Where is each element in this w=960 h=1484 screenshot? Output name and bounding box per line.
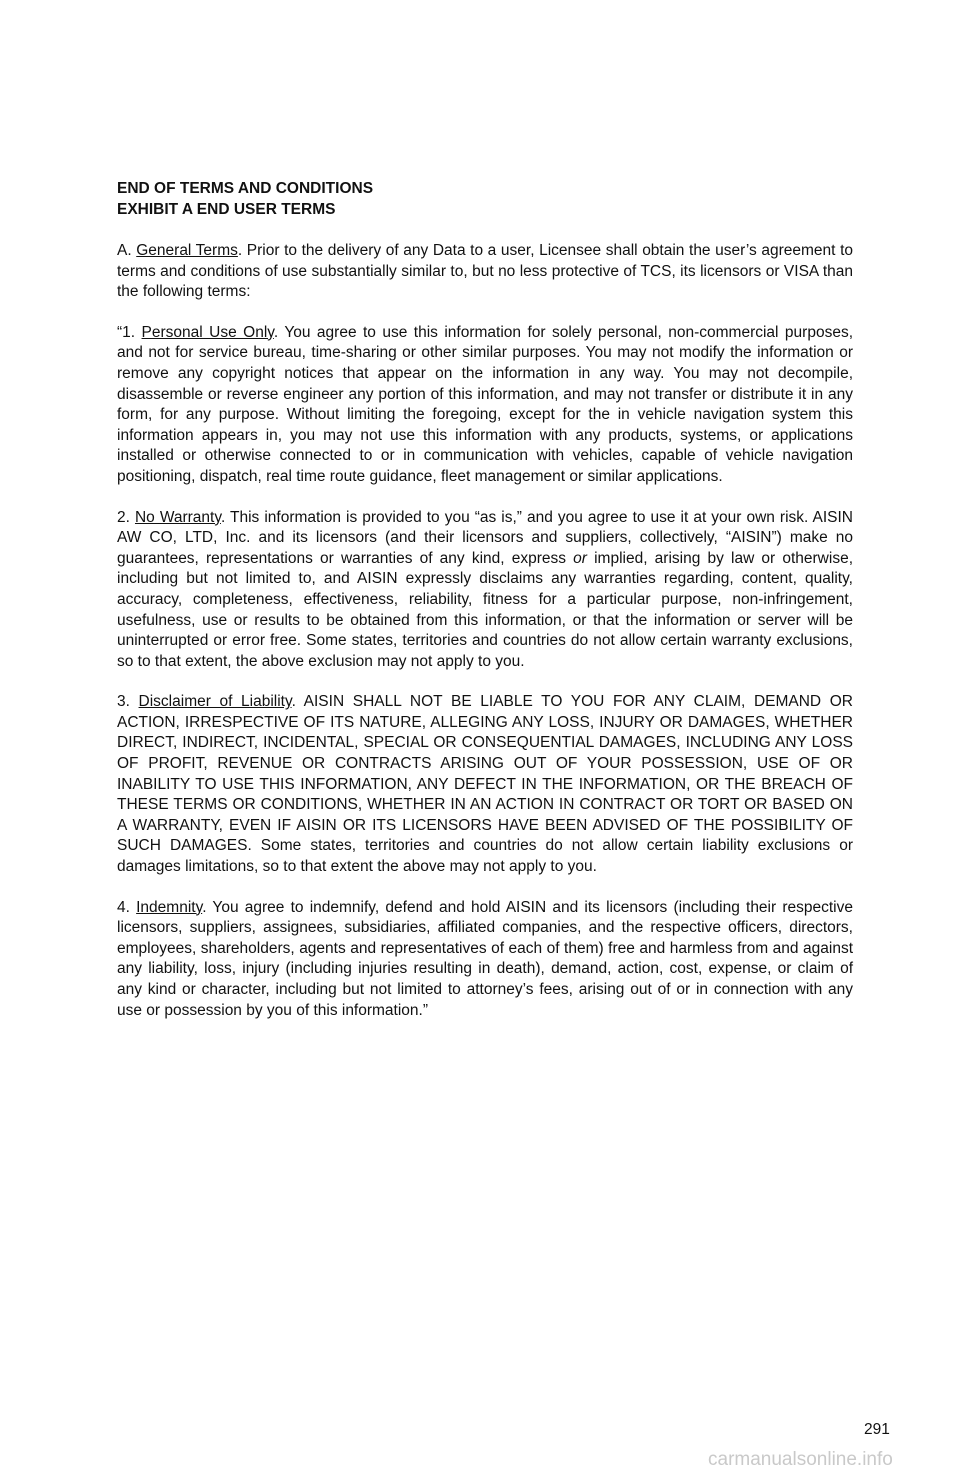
paragraph-disclaimer-of-liability [117, 692, 853, 877]
section-title-personal-use-only: Personal Use Only [141, 323, 274, 341]
paragraph-personal-use-only [117, 323, 853, 488]
section-title-indemnity: Indemnity [136, 898, 203, 916]
watermark: carmanualsonline.info [708, 1449, 893, 1470]
section-prefix: 2. [117, 508, 135, 526]
section-text: . Prior to the delivery of any Data to a user, Licensee shall obtain the user’s agreement to terms and conditions of use substantially similar to, but no less protective of TCS, its licensors or VISA than the following terms: [117, 242, 853, 301]
section-prefix: 3. [117, 693, 139, 711]
paragraph-general-terms [117, 241, 853, 303]
italic-or: or [573, 549, 587, 567]
document-body [117, 178, 853, 1021]
section-prefix: “1. [117, 323, 142, 341]
spacer [117, 220, 853, 241]
section-title-disclaimer-of-liability: Disclaimer of Liability [138, 693, 292, 711]
spacer [117, 303, 853, 323]
section-title-general-terms: General Terms [136, 242, 238, 259]
section-text: . You agree to use this information for solely personal, non-commercial purposes, and not for service bureau, time-sharing or other similar purposes. You may not modify the information or remove any copyright notices that appear on the information in any way. You may not decompile, disassemble or reverse engineer any portion of this information, and may not transfer or distribute it in any form, for any purpose. Without limiting the foregoing, except for the in vehicle navigation system this information appears in, you may not use this information with any products, systems, or applications installed or otherwise connected to or in communication with vehicles, capable of vehicle navigation positioning, dispatch, real time route guidance, fleet management or similar applications. [117, 323, 854, 485]
spacer [117, 878, 853, 898]
spacer [117, 488, 853, 508]
paragraph-no-warranty [117, 508, 853, 673]
heading-end-of-terms: END OF TERMS AND CONDITIONS [117, 180, 374, 197]
section-prefix: A. [117, 242, 137, 259]
page-number: 291 [864, 1421, 890, 1438]
section-text: . You agree to indemnify, defend and hold AISIN and its licensors (including their respective licensors, suppliers, assignees, subsidiaries, affiliated companies, and the respective officers, directors, employees, shareholders, agents and representatives of each of them) free and harmless from and against any liability, loss, injury (including injuries resulting in death), demand, action, cost, expense, or claim of any kind or character, including but not limited to attorney’s fees, arising out of or in connection with any use or possession by you of this information.” [117, 898, 853, 1019]
section-text: . AISIN SHALL NOT BE LIABLE TO YOU FOR ANY CLAIM, DEMAND OR ACTION, IRRESPECTIVE OF ITS NATURE, ALLEGING ANY LOSS, INJURY OR DAMAGES, WHETHER DIRECT, INDIRECT, INCIDENTAL, SPECIAL OR CONSEQUENTIAL DAMAGES, INCLUDING ANY LOSS OF PROFIT, REVENUE OR CONTRACTS ARISING OUT OF YOUR POSSESSION, USE OF OR INABILITY TO USE THIS INFORMATION, ANY DEFECT IN THE INFORMATION, OR THE BREACH OF THESE TERMS OR CONDITIONS, WHETHER IN AN ACTION IN CONTRACT OR TORT OR BASED ON A WARRANTY, EVEN IF AISIN OR ITS LICENSORS HAVE BEEN ADVISED OF THE POSSIBILITY OF SUCH DAMAGES. Some states, territories and countries do not allow certain liability exclusions or damages limitations, so to that extent the above may not apply to you. [117, 693, 853, 876]
section-prefix: 4. [117, 898, 137, 916]
spacer [117, 672, 853, 692]
heading-exhibit-a: EXHIBIT A END USER TERMS [117, 201, 336, 218]
paragraph-indemnity [117, 898, 853, 1022]
section-title-no-warranty: No Warranty [134, 508, 221, 526]
section-text: . This information is provided to you “as is,” and you agree to use it at your own risk. AISIN AW CO, LTD, Inc. and its licensors (and their licensors and suppliers, collectively, “AISIN”) make no guarantees, representations or warranties of any kind, express [117, 508, 854, 567]
section-text: implied, arising by law or otherwise, including but not limited to, and AISIN expressly disclaims any warranties regarding, content, quality, accuracy, completeness, effectiveness, reliability, fitness for a particular purpose, non-infringement, usefulness, use or results to be obtained from this information, or that the information or server will be uninterrupted or error free. Some states, territories and countries do not allow certain warranty exclusions, so to that extent, the above exclusion may not apply to you. [117, 549, 853, 670]
